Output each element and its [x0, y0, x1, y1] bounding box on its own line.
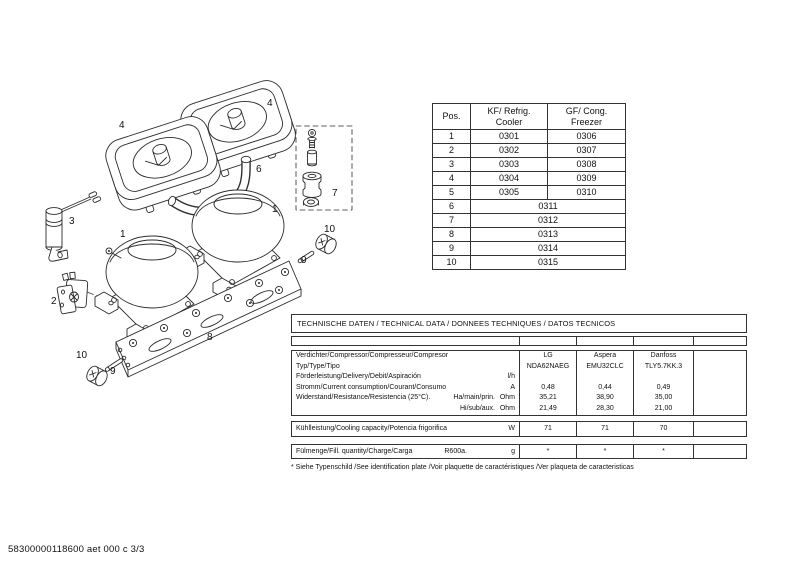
table-row: 6 0311 [433, 200, 626, 214]
table-row: Typ/Type/Tipo NDA62NAEG EMU32CLC TLY5.7KK.3 [292, 362, 746, 373]
part-callout-1-left: 1 [120, 229, 126, 240]
technical-data-title: TECHNISCHE DATEN / TECHNICAL DATA / DONNEES TECHNIQUES / DATOS TECNICOS [291, 314, 747, 333]
table-row: 3 0303 0308 [433, 158, 626, 172]
table-row: Hi/sub/aux. Ohm 21,49 28,30 21,00 [292, 404, 746, 415]
tech-main-table [291, 350, 747, 416]
table-row: Förderleistung/Delivery/Debit/Aspiración l/h [292, 372, 746, 383]
document-number: 58300000118600 aet 000 c 3/3 [8, 544, 145, 555]
part-callout-6: 6 [256, 164, 262, 175]
parts-table-header [433, 104, 626, 130]
parts-header-gf: GF/ Cong. Freezer [548, 104, 626, 130]
part-callout-7: 7 [332, 188, 338, 199]
table-row: 10 0315 [433, 256, 626, 270]
table-row: 5 0305 0310 [433, 186, 626, 200]
part-callout-4-right: 4 [267, 98, 273, 109]
relay [57, 272, 88, 314]
part-callout-10-right: 10 [324, 224, 336, 235]
tech-cooling-capacity-row [291, 421, 747, 437]
parts-header-kf: KF/ Refrig. Cooler [471, 104, 548, 130]
grommet-right [313, 232, 338, 256]
hardware-kit [296, 126, 352, 210]
table-row: Stromm/Current consumption/Courant/Consumo A 0,48 0,44 0,49 [292, 383, 746, 394]
part-callout-1-right: 1 [272, 204, 278, 215]
table-row: Verdichter/Compressor/Compresseur/Compresor LG Aspera Danfoss [292, 351, 746, 362]
refrigerant-type: R600a. [444, 447, 467, 455]
part-callout-10-bottom: 10 [76, 350, 88, 361]
table-row: 9 0314 [433, 242, 626, 256]
table-row: 4 0304 0309 [433, 172, 626, 186]
part-callout-8: 8 [207, 332, 213, 343]
part-callout-2: 2 [51, 296, 57, 307]
part-callout-9-right: 9 [301, 255, 307, 266]
table-row: Fülmenge/Fill. quantity/Charge/Carga R600a. g * * * [292, 445, 746, 458]
table-row: 8 0313 [433, 228, 626, 242]
part-callout-3: 3 [69, 216, 75, 227]
tech-empty-header-row [291, 336, 747, 346]
parts-header-pos: Pos. [433, 104, 471, 130]
part-callout-9-bottom: 9 [110, 366, 116, 377]
technical-data-section [291, 314, 747, 471]
table-row: Widerstand/Resistance/Resistencia (25°C). Ha/main/prin. Ohm 35,21 38,90 35,00 [292, 393, 746, 404]
footnote: * Siehe Typenschild /See identification plate /Voir plaquette de caractéristiques /Ver plaqueta de caracteristicas [291, 463, 634, 471]
tech-fill-quantity-row [291, 444, 747, 459]
table-row: 2 0302 0307 [433, 144, 626, 158]
table-row: 7 0312 [433, 214, 626, 228]
part-callout-4-left: 4 [119, 120, 125, 131]
table-row: Kühlleistung/Cooling capacity/Potencia frigorifica W 71 71 70 [292, 422, 746, 436]
parts-table [432, 103, 626, 270]
table-row: 1 0301 0306 [433, 130, 626, 144]
